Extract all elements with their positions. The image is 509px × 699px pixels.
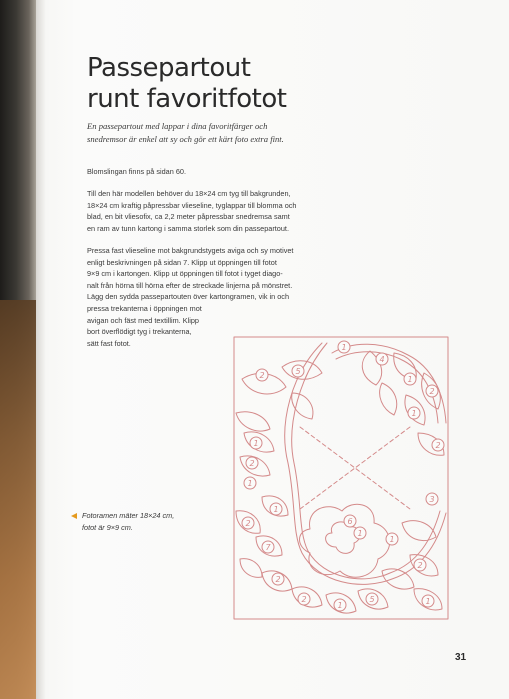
caption-arrow-icon xyxy=(71,513,77,519)
paragraph-line: 9×9 cm i kartongen. Klipp ut öppningen till fotot i tyget diago- xyxy=(87,269,283,279)
pattern-number-label: 2 xyxy=(249,459,255,468)
paragraph-pattern-reference xyxy=(87,166,347,178)
title-line-1: Passepartout xyxy=(87,53,251,84)
pattern-number-label: 2 xyxy=(301,595,307,604)
pattern-number-label: 2 xyxy=(417,561,423,570)
pattern-number-label: 5 xyxy=(295,367,301,376)
paragraph-line: sätt fast fotot. xyxy=(87,338,131,348)
intro-line: En passepartout med lappar i dina favoritfärger och xyxy=(87,121,268,131)
pattern-number-label: 2 xyxy=(259,371,265,380)
paragraph-materials xyxy=(87,188,347,234)
paragraph-line: bort överflödigt tyg i trekanterna, xyxy=(87,327,192,337)
pattern-number-label: 1 xyxy=(425,597,431,606)
pattern-number-label: 1 xyxy=(273,505,279,514)
pattern-flower xyxy=(300,504,390,577)
appliqué-pattern-diagram xyxy=(232,333,454,623)
intro-paragraph xyxy=(87,120,327,145)
pattern-number-label: 6 xyxy=(347,517,353,526)
pattern-number-label: 2 xyxy=(429,387,435,396)
page-title xyxy=(87,53,447,115)
paragraph-line: en ram av tunn kartong i samma storlek som din passepartout. xyxy=(87,223,289,233)
pattern-number-label: 1 xyxy=(247,479,253,488)
paragraph-line: nalt från hörna till hörna efter de streckade linjerna på mönstret. xyxy=(87,280,293,290)
paragraph-line: 18×24 cm kraftig påpressbar vlieseline, tyglappar till blomma och xyxy=(87,200,297,210)
pattern-number-label: 1 xyxy=(407,375,413,384)
pattern-number-label: 3 xyxy=(429,495,435,504)
pattern-leaf xyxy=(402,521,436,541)
pattern-number-label: 1 xyxy=(341,343,347,352)
paragraph-line: blad, en bit vliesofix, ca 2,2 meter påpressbar snedremsa samt xyxy=(87,212,290,222)
paragraph-line: Till den här modellen behöver du 18×24 cm tyg till bakgrunden, xyxy=(87,189,291,198)
pattern-leaf xyxy=(382,569,414,589)
paragraph-line: avigan och fäst med textillim. Klipp xyxy=(87,315,199,325)
photo-opening-diagonals xyxy=(300,427,410,509)
figure-caption xyxy=(82,510,174,533)
pattern-number-label: 2 xyxy=(275,575,281,584)
pattern-vine-top xyxy=(332,344,446,423)
pattern-number-label: 1 xyxy=(337,601,343,610)
pattern-number-label: 5 xyxy=(369,595,375,604)
pattern-number-label: 1 xyxy=(389,535,395,544)
caption-line: Fotoramen mäter 18×24 cm, xyxy=(82,511,175,520)
pattern-number-label: 2 xyxy=(435,441,441,450)
pattern-number-label: 7 xyxy=(265,543,271,552)
paragraph-line: pressa trekanterna i öppningen mot xyxy=(87,303,202,313)
pattern-number-label: 2 xyxy=(245,519,251,528)
paragraph-line: Pressa fast vlieseline mot bakgrundstygets aviga och sy motivet xyxy=(87,246,294,255)
pattern-number-label: 1 xyxy=(357,529,363,538)
pattern-number-label: 1 xyxy=(411,409,417,418)
title-line-2: runt favoritfotot xyxy=(87,84,287,115)
pattern-number-label: 1 xyxy=(253,439,259,448)
pattern-number-label: 4 xyxy=(379,355,385,364)
pattern-leaf xyxy=(292,393,313,419)
pattern-stem-inner xyxy=(292,343,440,579)
pattern-leaf xyxy=(236,412,270,431)
intro-line: snedremsor är enkel att sy och gör ett kärt foto extra fint. xyxy=(87,133,284,144)
caption-line: fotot är 9×9 cm. xyxy=(82,522,133,532)
pattern-flower-center xyxy=(326,522,363,554)
pattern-leaf xyxy=(380,383,397,415)
paragraph-line: Blomslingan finns på sidan 60. xyxy=(87,167,186,176)
page-number: 31 xyxy=(455,652,467,663)
paragraph-line: enligt beskrivningen på sidan 7. Klipp ut öppningen till fotot xyxy=(87,257,277,267)
paragraph-line: Lägg den sydda passepartouten över kartongramen, vik in och xyxy=(87,292,290,302)
pattern-leaf xyxy=(240,559,262,578)
wooden-table-background xyxy=(0,300,38,699)
